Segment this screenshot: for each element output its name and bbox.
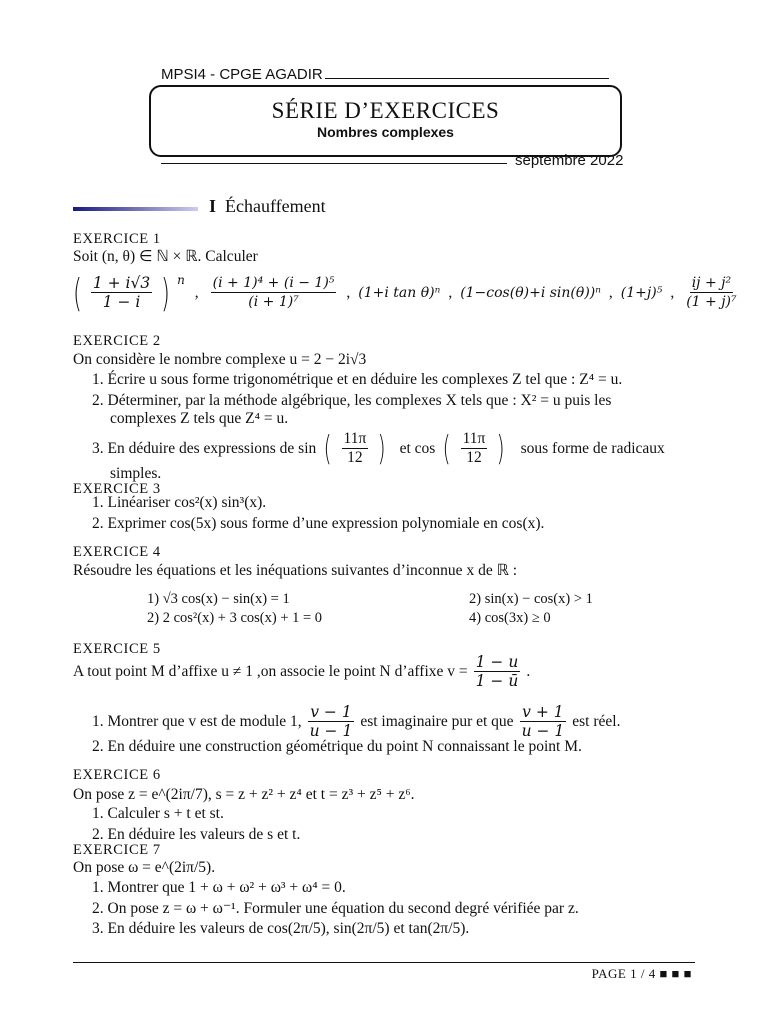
exercise-5-label: EXERCICE 5 — [73, 641, 161, 657]
exercise-6-item-2: 2. En déduire les valeurs de s et t. — [92, 826, 301, 843]
fraction-6: $\frac{\text{ij + j²}}{\text{(1 + j)⁷}}$ — [686, 275, 737, 310]
header-rule-top — [325, 78, 609, 79]
exercise-7-item-3: 3. En déduire les valeurs de cos(2π/5), sin(2π/5) et tan(2π/5). — [92, 920, 470, 937]
date-label: septembre 2022 — [515, 152, 624, 169]
exercise-2-intro: On considère le nombre complexe u = 2 − 2i√3 — [73, 351, 367, 368]
exercise-1-intro: Soit (n, θ) ∈ ℕ × ℝ. Calculer — [73, 248, 258, 265]
exercise-2-label: EXERCICE 2 — [73, 333, 161, 349]
exercise-5-item-1: 1. Montrer que v est de module 1, $\frac{v - 1}{u - 1}$ est imaginaire pur et que $\frac{v + 1}{u - 1}$ est réel. — [92, 703, 621, 740]
exercise-6-label: EXERCICE 6 — [73, 767, 161, 783]
exercise-2-item-2a: 2. Déterminer, par la méthode algébrique, les complexes X tels que : X² = u puis les — [92, 392, 612, 409]
footer-rule — [73, 962, 695, 963]
exercise-4-label: EXERCICE 4 — [73, 544, 161, 560]
header-rule-bottom — [161, 163, 507, 164]
exercise-2-item-3-end: simples. — [110, 465, 162, 482]
page-title: SÉRIE D’EXERCICES — [271, 98, 500, 123]
fraction-2: $\frac{\text{(i + 1)⁴ + (i − 1)⁵}}{\text{(i + 1)⁷}}$ — [212, 275, 335, 310]
exercise-3-item-2: 2. Exprimer cos(5x) sous forme d’une expression polynomiale en cos(x). — [92, 515, 545, 532]
exercise-2-item-1: 1. Écrire u sous forme trigonométrique et en déduire les complexes Z tel que : Z⁴ = u. — [92, 371, 623, 388]
exercise-4-eq-1: 1) √3 cos(x) − sin(x) = 1 — [147, 591, 290, 607]
exercise-4-intro: Résoudre les équations et les inéquations suivantes d’inconnue x de ℝ : — [73, 562, 518, 579]
exercise-3-label: EXERCICE 3 — [73, 481, 161, 497]
exercise-1-label: EXERCICE 1 — [73, 231, 161, 247]
page-subtitle: Nombres complexes — [317, 124, 454, 140]
exercise-5-intro: A tout point M d’affixe u ≠ 1 ,on associe le point N d’affixe v = $\frac{1 - u}{1 - ū}$ . — [73, 653, 531, 690]
exercise-1-expressions: ( $\frac{1 + i√3}{1 - i}$ ) $^n$ , $\frac{\text{(i + 1)⁴ + (i − 1)⁵}}{\text{(i + 1)⁷}}$ , (1+i tan θ)ⁿ , (1−cos(θ)+i sin(θ))ⁿ , (1+j)⁵ , $\frac{\text{ij + j²}}{\text{(1 + j)⁷}}$ — [72, 270, 737, 315]
exercise-4-eq-2: 2) sin(x) − cos(x) > 1 — [469, 591, 593, 607]
exercise-2-item-3: 3. En déduire des expressions de sin ( $\frac{11\pi}{12}$ ) et cos ( $\frac{11\pi}{12}$ ) sous forme de radicaux — [92, 428, 665, 469]
exercise-6-item-1: 1. Calculer s + t et st. — [92, 805, 224, 822]
exercise-4-eq-3: 2) 2 cos²(x) + 3 cos(x) + 1 = 0 — [147, 610, 323, 626]
fraction-1: $\frac{1 + i√3}{1 - i}$ — [92, 274, 151, 311]
section-title: I Échauffement — [209, 196, 326, 216]
exercise-3-item-1: 1. Linéariser cos²(x) sin³(x). — [92, 494, 267, 511]
exercise-2-item-2b: complexes Z tels que Z⁴ = u. — [110, 410, 289, 427]
page-number: PAGE 1 / 4 ■ ■ ■ — [591, 966, 692, 981]
exercise-7-item-2: 2. On pose z = ω + ω⁻¹. Formuler une équation du second degré vérifiée par z. — [92, 900, 579, 917]
exercise-7-intro: On pose ω = e^(2iπ/5). — [73, 859, 216, 876]
section-bar — [73, 207, 198, 211]
exercise-6-intro: On pose z = e^(2iπ/7), s = z + z² + z⁴ et t = z³ + z⁵ + z⁶. — [73, 786, 415, 803]
exercise-7-item-1: 1. Montrer que 1 + ω + ω² + ω³ + ω⁴ = 0. — [92, 879, 346, 896]
exercise-7-label: EXERCICE 7 — [73, 842, 161, 858]
school-header: MPSI4 - CPGE AGADIR — [161, 66, 323, 83]
exercise-5-item-2: 2. En déduire une construction géométrique du point N connaissant le point M. — [92, 738, 582, 755]
exercise-4-eq-4: 4) cos(3x) ≥ 0 — [469, 610, 551, 626]
